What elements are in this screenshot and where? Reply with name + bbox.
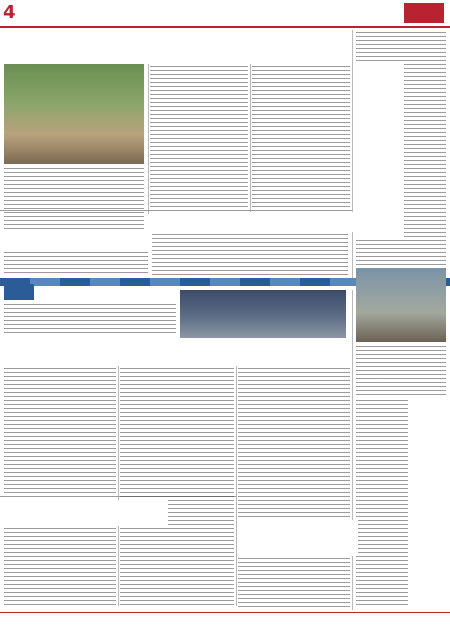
article-body	[356, 400, 408, 608]
article-body	[356, 32, 446, 62]
article-body	[120, 368, 234, 606]
article-body	[252, 66, 350, 210]
page-number: 4	[3, 2, 16, 23]
law-headline	[0, 338, 348, 364]
lower-center-headline	[240, 520, 358, 556]
column-rule	[250, 64, 251, 214]
article-body	[238, 368, 350, 518]
article-body	[150, 66, 248, 210]
column-rule	[118, 366, 119, 606]
article-body	[4, 528, 116, 608]
right-vertical-headline-lower	[410, 398, 446, 548]
column-rule	[352, 290, 353, 610]
column-rule	[352, 30, 353, 280]
mid-left-headline	[2, 232, 148, 250]
section-tag	[404, 3, 444, 23]
article-body	[152, 234, 348, 276]
article-body	[356, 346, 446, 396]
article-body	[4, 368, 116, 494]
street-cleaner-photo	[4, 64, 144, 164]
article-body	[4, 304, 176, 336]
lower-left-headline	[2, 500, 168, 526]
article-body	[238, 558, 350, 608]
article-body	[4, 168, 144, 230]
column-rule	[236, 366, 237, 606]
article-body	[404, 64, 446, 238]
center-headline	[152, 212, 384, 232]
article-body	[4, 252, 148, 276]
law-section-tag	[4, 284, 34, 300]
main-headline	[4, 30, 342, 62]
page-footer	[0, 612, 450, 628]
law-section-photo	[180, 290, 346, 344]
masthead	[0, 0, 450, 28]
right-column-photo	[356, 268, 446, 342]
article-body	[356, 240, 446, 266]
right-vertical-headline	[362, 62, 402, 238]
paper-name	[175, 4, 275, 22]
column-rule	[148, 64, 149, 214]
